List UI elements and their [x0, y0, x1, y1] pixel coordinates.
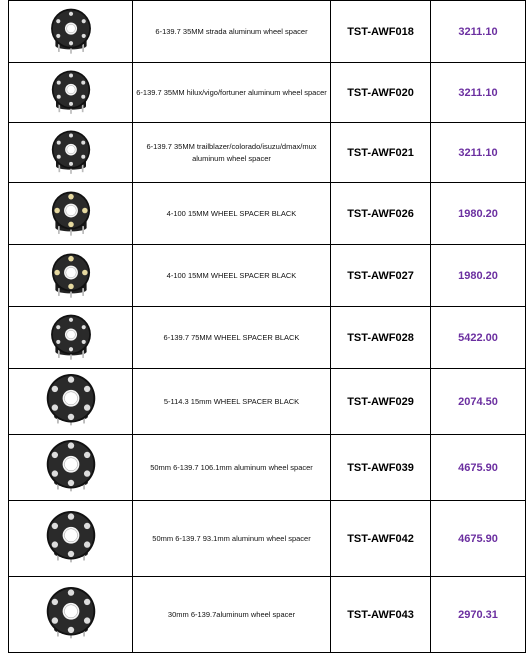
product-code: TST-AWF039	[331, 435, 431, 501]
product-code: TST-AWF026	[331, 183, 431, 245]
product-description: 5-114.3 15mm WHEEL SPACER BLACK	[133, 369, 331, 435]
product-code: TST-AWF029	[331, 369, 431, 435]
product-code: TST-AWF042	[331, 501, 431, 577]
large-spacer-icon	[43, 374, 99, 430]
hub-spacer-icon	[46, 128, 96, 178]
table-row	[9, 307, 526, 369]
product-description: 50mm 6-139.7 93.1mm aluminum wheel spacer	[133, 501, 331, 577]
product-code: TST-AWF043	[331, 577, 431, 653]
product-image-cell	[9, 369, 133, 435]
four-lug-spacer-icon	[45, 188, 97, 240]
product-price: 3211.10	[431, 1, 526, 63]
product-code: TST-AWF020	[331, 63, 431, 123]
large-spacer-icon	[43, 587, 99, 643]
table-row	[9, 369, 526, 435]
product-price: 1980.20	[431, 245, 526, 307]
product-description: 6-139.7 75MM WHEEL SPACER BLACK	[133, 307, 331, 369]
large-spacer-icon	[43, 511, 99, 567]
product-description: 4-100 15MM WHEEL SPACER BLACK	[133, 183, 331, 245]
product-image-cell	[9, 1, 133, 63]
hub-spacer-icon	[46, 68, 96, 118]
product-code: TST-AWF027	[331, 245, 431, 307]
product-code: TST-AWF028	[331, 307, 431, 369]
hub-spacer-icon	[45, 312, 97, 364]
product-price: 3211.10	[431, 123, 526, 183]
table-row	[9, 501, 526, 577]
product-image-cell	[9, 307, 133, 369]
product-price: 1980.20	[431, 183, 526, 245]
product-description: 6-139.7 35MM trailblazer/colorado/isuzu/dmax/mux aluminum wheel spacer	[133, 123, 331, 183]
table-row	[9, 183, 526, 245]
hub-spacer-icon	[45, 6, 97, 58]
product-image-cell	[9, 501, 133, 577]
product-code: TST-AWF018	[331, 1, 431, 63]
product-description: 6-139.7 35MM hilux/vigo/fortuner aluminum wheel spacer	[133, 63, 331, 123]
large-spacer-icon	[43, 440, 99, 496]
product-image-cell	[9, 183, 133, 245]
product-code: TST-AWF021	[331, 123, 431, 183]
product-description: 30mm 6-139.7aluminum wheel spacer	[133, 577, 331, 653]
product-image-cell	[9, 435, 133, 501]
product-image-cell	[9, 123, 133, 183]
product-price: 4675.90	[431, 501, 526, 577]
product-table	[8, 0, 526, 653]
product-image-cell	[9, 63, 133, 123]
product-description: 6-139.7 35MM strada aluminum wheel spacer	[133, 1, 331, 63]
product-image-cell	[9, 577, 133, 653]
product-description: 50mm 6-139.7 106.1mm aluminum wheel spacer	[133, 435, 331, 501]
table-row	[9, 1, 526, 63]
product-price: 5422.00	[431, 307, 526, 369]
table-row	[9, 245, 526, 307]
product-price: 2970.31	[431, 577, 526, 653]
product-price: 3211.10	[431, 63, 526, 123]
table-row	[9, 435, 526, 501]
table-row	[9, 123, 526, 183]
table-row	[9, 577, 526, 653]
product-image-cell	[9, 245, 133, 307]
product-price: 4675.90	[431, 435, 526, 501]
four-lug-spacer-icon	[45, 250, 97, 302]
product-price: 2074.50	[431, 369, 526, 435]
table-row	[9, 63, 526, 123]
product-description: 4-100 15MM WHEEL SPACER BLACK	[133, 245, 331, 307]
